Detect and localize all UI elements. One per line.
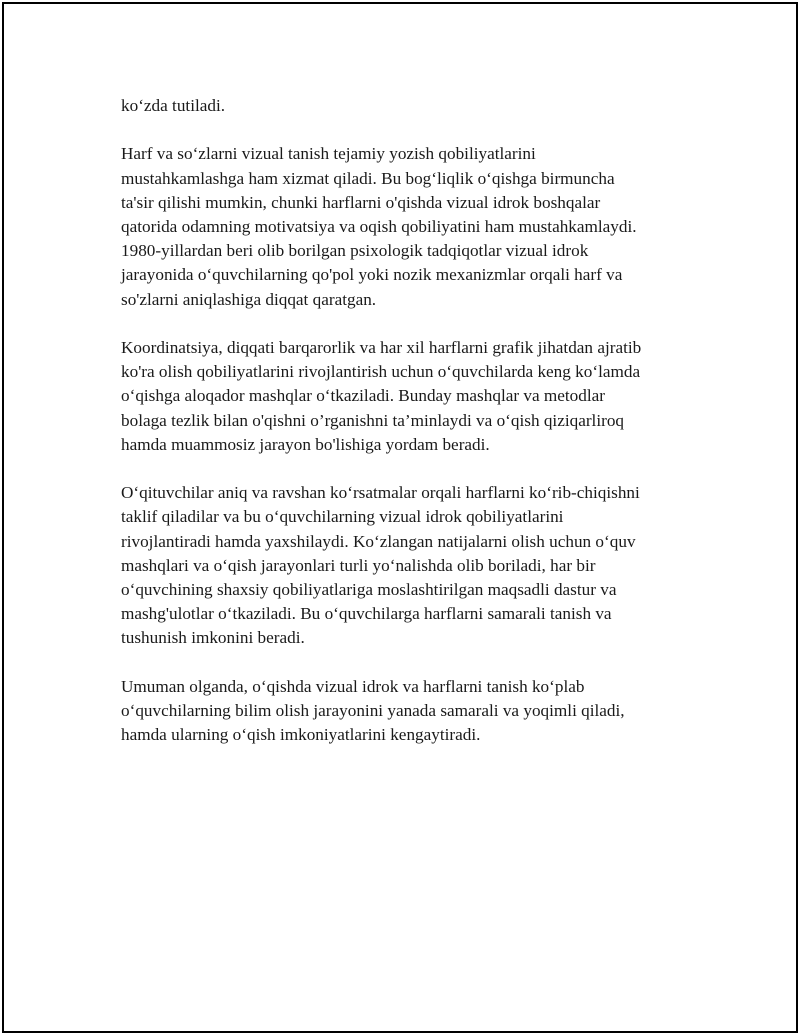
text-line: o‘quvchilarning bilim olish jarayonini yanada samarali va yoqimli qiladi, bbox=[121, 701, 625, 721]
text-line: 1980-yillardan beri olib borilgan psixologik tadqiqotlar vizual idrok bbox=[121, 241, 589, 261]
text-line: hamda ularning o‘qish imkoniyatlarini kengaytiradi. bbox=[121, 725, 481, 745]
paragraph-2 bbox=[121, 142, 691, 311]
text-line: hamda muammosiz jarayon bo'lishiga yordam beradi. bbox=[121, 434, 490, 454]
text-line: mashg'ulotlar o‘tkaziladi. Bu o‘quvchilarga harflarni samarali tanish va bbox=[121, 604, 612, 624]
paragraph-3 bbox=[121, 336, 691, 457]
text-line: mashqlari va o‘qish jarayonlari turli yo‘nalishda olib boriladi, har bir bbox=[121, 555, 596, 575]
text-line: taklif qiladilar va bu o‘quvchilarning vizual idrok qobiliyatlarini bbox=[121, 507, 564, 527]
text-line: Harf va so‘zlarni vizual tanish tejamiy yozish qobiliyatlarini bbox=[121, 144, 536, 164]
text-line: O‘qituvchilar aniq va ravshan ko‘rsatmalar orqali harflarni ko‘rib-chiqishni bbox=[121, 483, 640, 503]
paragraph-5 bbox=[121, 675, 691, 748]
text-line: tushunish imkonini beradi. bbox=[121, 628, 305, 648]
text-line: ko‘zda tutiladi. bbox=[121, 96, 226, 115]
text-line: rivojlantiradi hamda yaxshilaydi. Ko‘zlangan natijalarni olish uchun o‘quv bbox=[121, 531, 636, 551]
text-line: bolaga tezlik bilan o'qishni o’rganishni ta’minlaydi va o‘qish qiziqarliroq bbox=[121, 410, 625, 430]
text-line: mustahkamlashga ham xizmat qiladi. Bu bog‘liqlik o‘qishga birmuncha bbox=[121, 168, 615, 188]
text-line: ko'ra olish qobiliyatlarini rivojlantirish uchun o‘quvchilarda keng ko‘lamda bbox=[121, 362, 641, 382]
text-line: qatorida odamning motivatsiya va oqish qobiliyatini ham mustahkamlaydi. bbox=[121, 217, 637, 236]
text-line: Umuman olganda, o‘qishda vizual idrok va harflarni tanish ko‘plab bbox=[121, 676, 585, 696]
text-line: o‘qishga aloqador mashqlar o‘tkaziladi. Bunday mashqlar va metodlar bbox=[121, 386, 605, 406]
text-line: o‘quvchining shaxsiy qobiliyatlariga moslashtirilgan maqsadli dastur va bbox=[121, 580, 617, 600]
text-line: Koordinatsiya, diqqati barqarorlik va har xil harflarni grafik jihatdan ajratib bbox=[121, 338, 642, 357]
text-line: jarayonida o‘quvchilarning qo'pol yoki nozik mexanizmlar orqali harf va bbox=[121, 265, 623, 285]
text-line: ta'sir qilishi mumkin, chunki harflarni o'qishda vizual idrok boshqalar bbox=[121, 192, 601, 212]
document-body bbox=[121, 94, 691, 772]
text-line: so'zlarni aniqlashiga diqqat qaratgan. bbox=[121, 289, 377, 309]
paragraph-1 bbox=[121, 94, 691, 118]
paragraph-4 bbox=[121, 481, 691, 650]
page-frame bbox=[2, 2, 798, 1033]
